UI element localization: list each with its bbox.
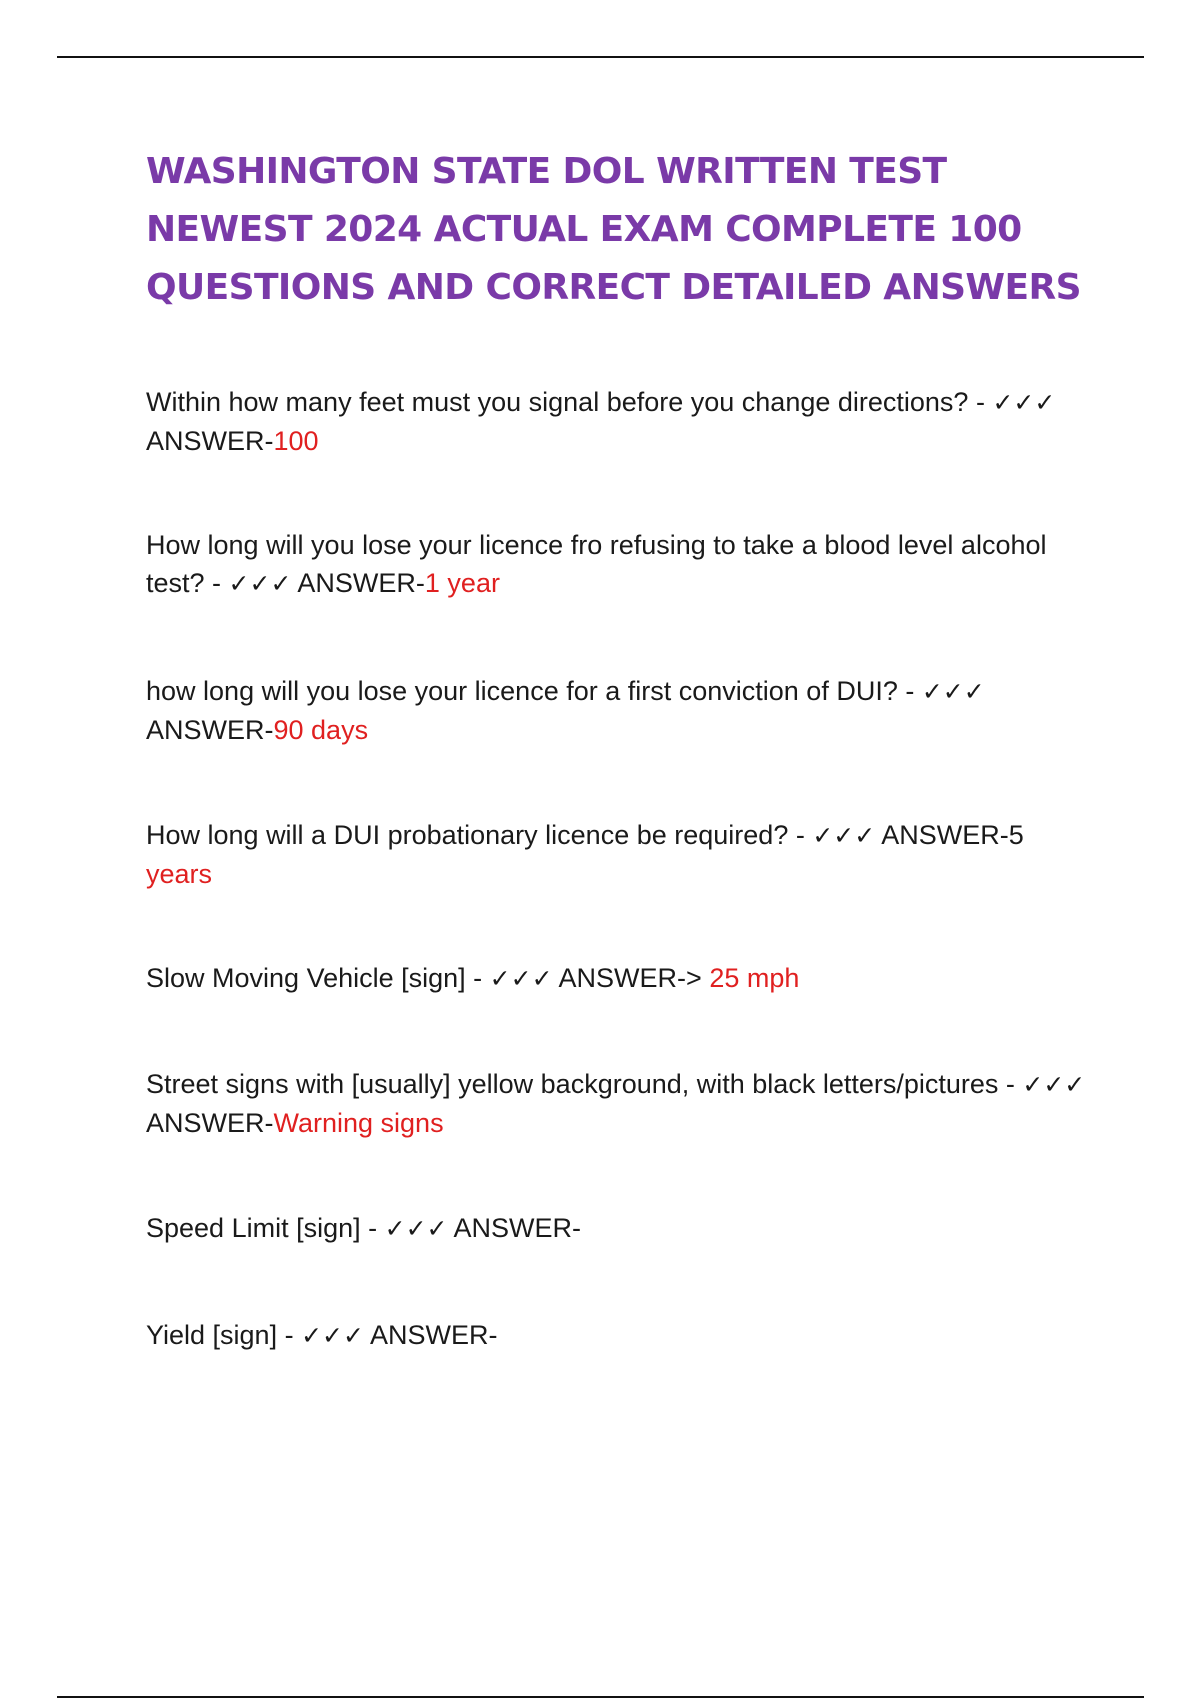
qa-item <box>146 959 1096 998</box>
question-text: Street signs with [usually] yellow background, with black letters/pictures - <box>146 1069 1015 1099</box>
question-text: How long will a DUI probationary licence be required? - <box>146 820 805 850</box>
question-text: Within how many feet must you signal before you change directions? - <box>146 387 985 417</box>
answer-label: ANSWER- <box>146 715 274 745</box>
answer-text: Warning signs <box>273 1108 444 1138</box>
question-text: Yield [sign] - <box>146 1320 294 1350</box>
question-text: Slow Moving Vehicle [sign] - <box>146 963 483 993</box>
answer-text: years <box>146 859 213 889</box>
answer-label: ANSWER-> <box>558 963 702 993</box>
qa-item <box>146 1065 1096 1142</box>
answer-text: 25 mph <box>709 963 800 993</box>
qa-item <box>146 526 1096 603</box>
check-marks: ✓✓✓ <box>921 677 985 706</box>
question-text: Speed Limit [sign] - <box>146 1213 378 1243</box>
answer-text: 1 year <box>424 568 500 598</box>
check-marks: ✓✓✓ <box>812 821 876 850</box>
qa-item <box>146 672 1096 749</box>
check-marks: ✓✓✓ <box>992 388 1056 417</box>
answer-label: ANSWER- <box>297 568 425 598</box>
answer-label: ANSWER-5 <box>881 820 1024 850</box>
check-marks: ✓✓✓ <box>301 1321 364 1350</box>
document-title: WASHINGTON STATE DOL WRITTEN TEST NEWEST 2024 ACTUAL EXAM COMPLETE 100 QUESTIONS AND CORRECT DETAILED ANSWERS <box>146 151 1081 308</box>
answer-label: ANSWER- <box>369 1320 498 1350</box>
question-text: How long will you lose your licence fro refusing to take a blood level alcohol test? - <box>146 530 1047 598</box>
check-marks: ✓✓✓ <box>228 569 292 598</box>
qa-item <box>146 1316 1096 1355</box>
qa-item <box>146 1209 1096 1248</box>
check-marks: ✓✓✓ <box>1022 1070 1086 1099</box>
bottom-rule <box>57 1696 1144 1698</box>
qa-list <box>146 383 1096 1355</box>
top-rule <box>57 56 1144 58</box>
answer-label: ANSWER- <box>453 1213 581 1243</box>
answer-text: 90 days <box>273 715 369 745</box>
qa-item <box>146 816 1096 893</box>
answer-label: ANSWER- <box>146 426 274 456</box>
check-marks: ✓✓✓ <box>384 1214 448 1243</box>
question-text: how long will you lose your licence for a first conviction of DUI? - <box>146 676 915 706</box>
answer-text: 100 <box>273 426 319 456</box>
qa-item <box>146 383 1096 460</box>
answer-label: ANSWER- <box>146 1108 274 1138</box>
check-marks: ✓✓✓ <box>489 964 553 993</box>
